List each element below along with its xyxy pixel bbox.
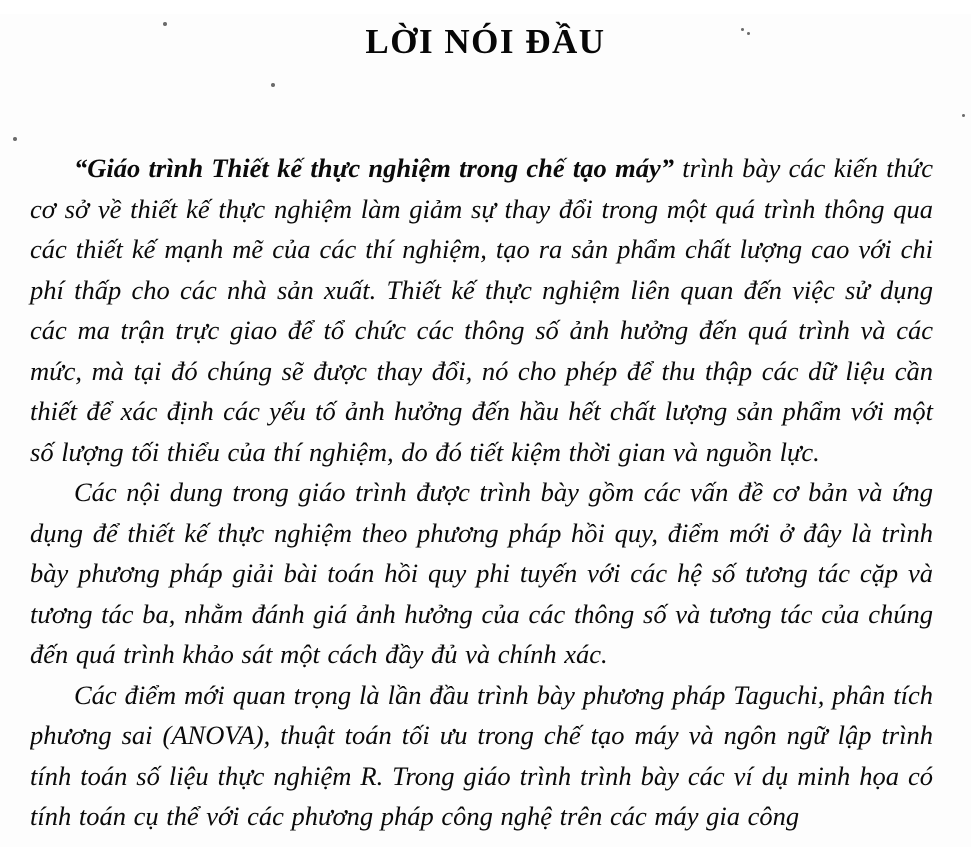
document-body [0,148,971,837]
scan-speck [163,22,167,26]
scan-speck [747,32,750,35]
paragraph-text: Các nội dung trong giáo trình được trình bày gồm các vấn đề cơ bản và ứng dụng để thiết kế thực nghiệm theo phương pháp hồi quy, điểm mới ở đây là trình bày phương pháp giải bài toán hồi quy phi tuyến với các hệ số tương tác cặp và tương tác ba, nhằm đánh giá ảnh hưởng của các thông số và tương tác của chúng đến quá trình khảo sát một cách đầy đủ và chính xác. [30,477,933,669]
paragraph-text: trình bày các kiến thức cơ sở về thiết kế thực nghiệm làm giảm sự thay đổi trong một quá trình thông qua các thiết kế mạnh mẽ của các thí nghiệm, tạo ra sản phẩm chất lượng cao với chi phí thấp cho các nhà sản xuất. Thiết kế thực nghiệm liên quan đến việc sử dụng các ma trận trực giao để tổ chức các thông số ảnh hưởng đến quá trình và các mức, mà tại đó chúng sẽ được thay đổi, nó cho phép để thu thập các dữ liệu cần thiết để xác định các yếu tố ảnh hưởng đến hầu hết chất lượng sản phẩm với một số lượng tối thiểu của thí nghiệm, do đó tiết kiệm thời gian và nguồn lực. [30,153,933,467]
paragraph [30,675,933,837]
document-page [0,14,971,847]
book-title-emphasis: “Giáo trình Thiết kế thực nghiệm trong chế tạo máy” [74,153,674,183]
scan-speck [13,137,17,141]
paragraph [30,472,933,675]
scan-speck [741,28,744,31]
scan-speck [962,114,965,117]
paragraph [30,148,933,472]
paragraph-text: Các điểm mới quan trọng là lần đầu trình bày phương pháp Taguchi, phân tích phương sai (ANOVA), thuật toán tối ưu trong chế tạo máy và ngôn ngữ lập trình tính toán số liệu thực nghiệm R. Trong giáo trình trình bày các ví dụ minh họa có tính toán cụ thể với các phương pháp công nghệ trên các máy gia công [30,679,933,831]
scan-speck [271,83,275,87]
page-title: LỜI NÓI ĐẦU [365,22,606,61]
